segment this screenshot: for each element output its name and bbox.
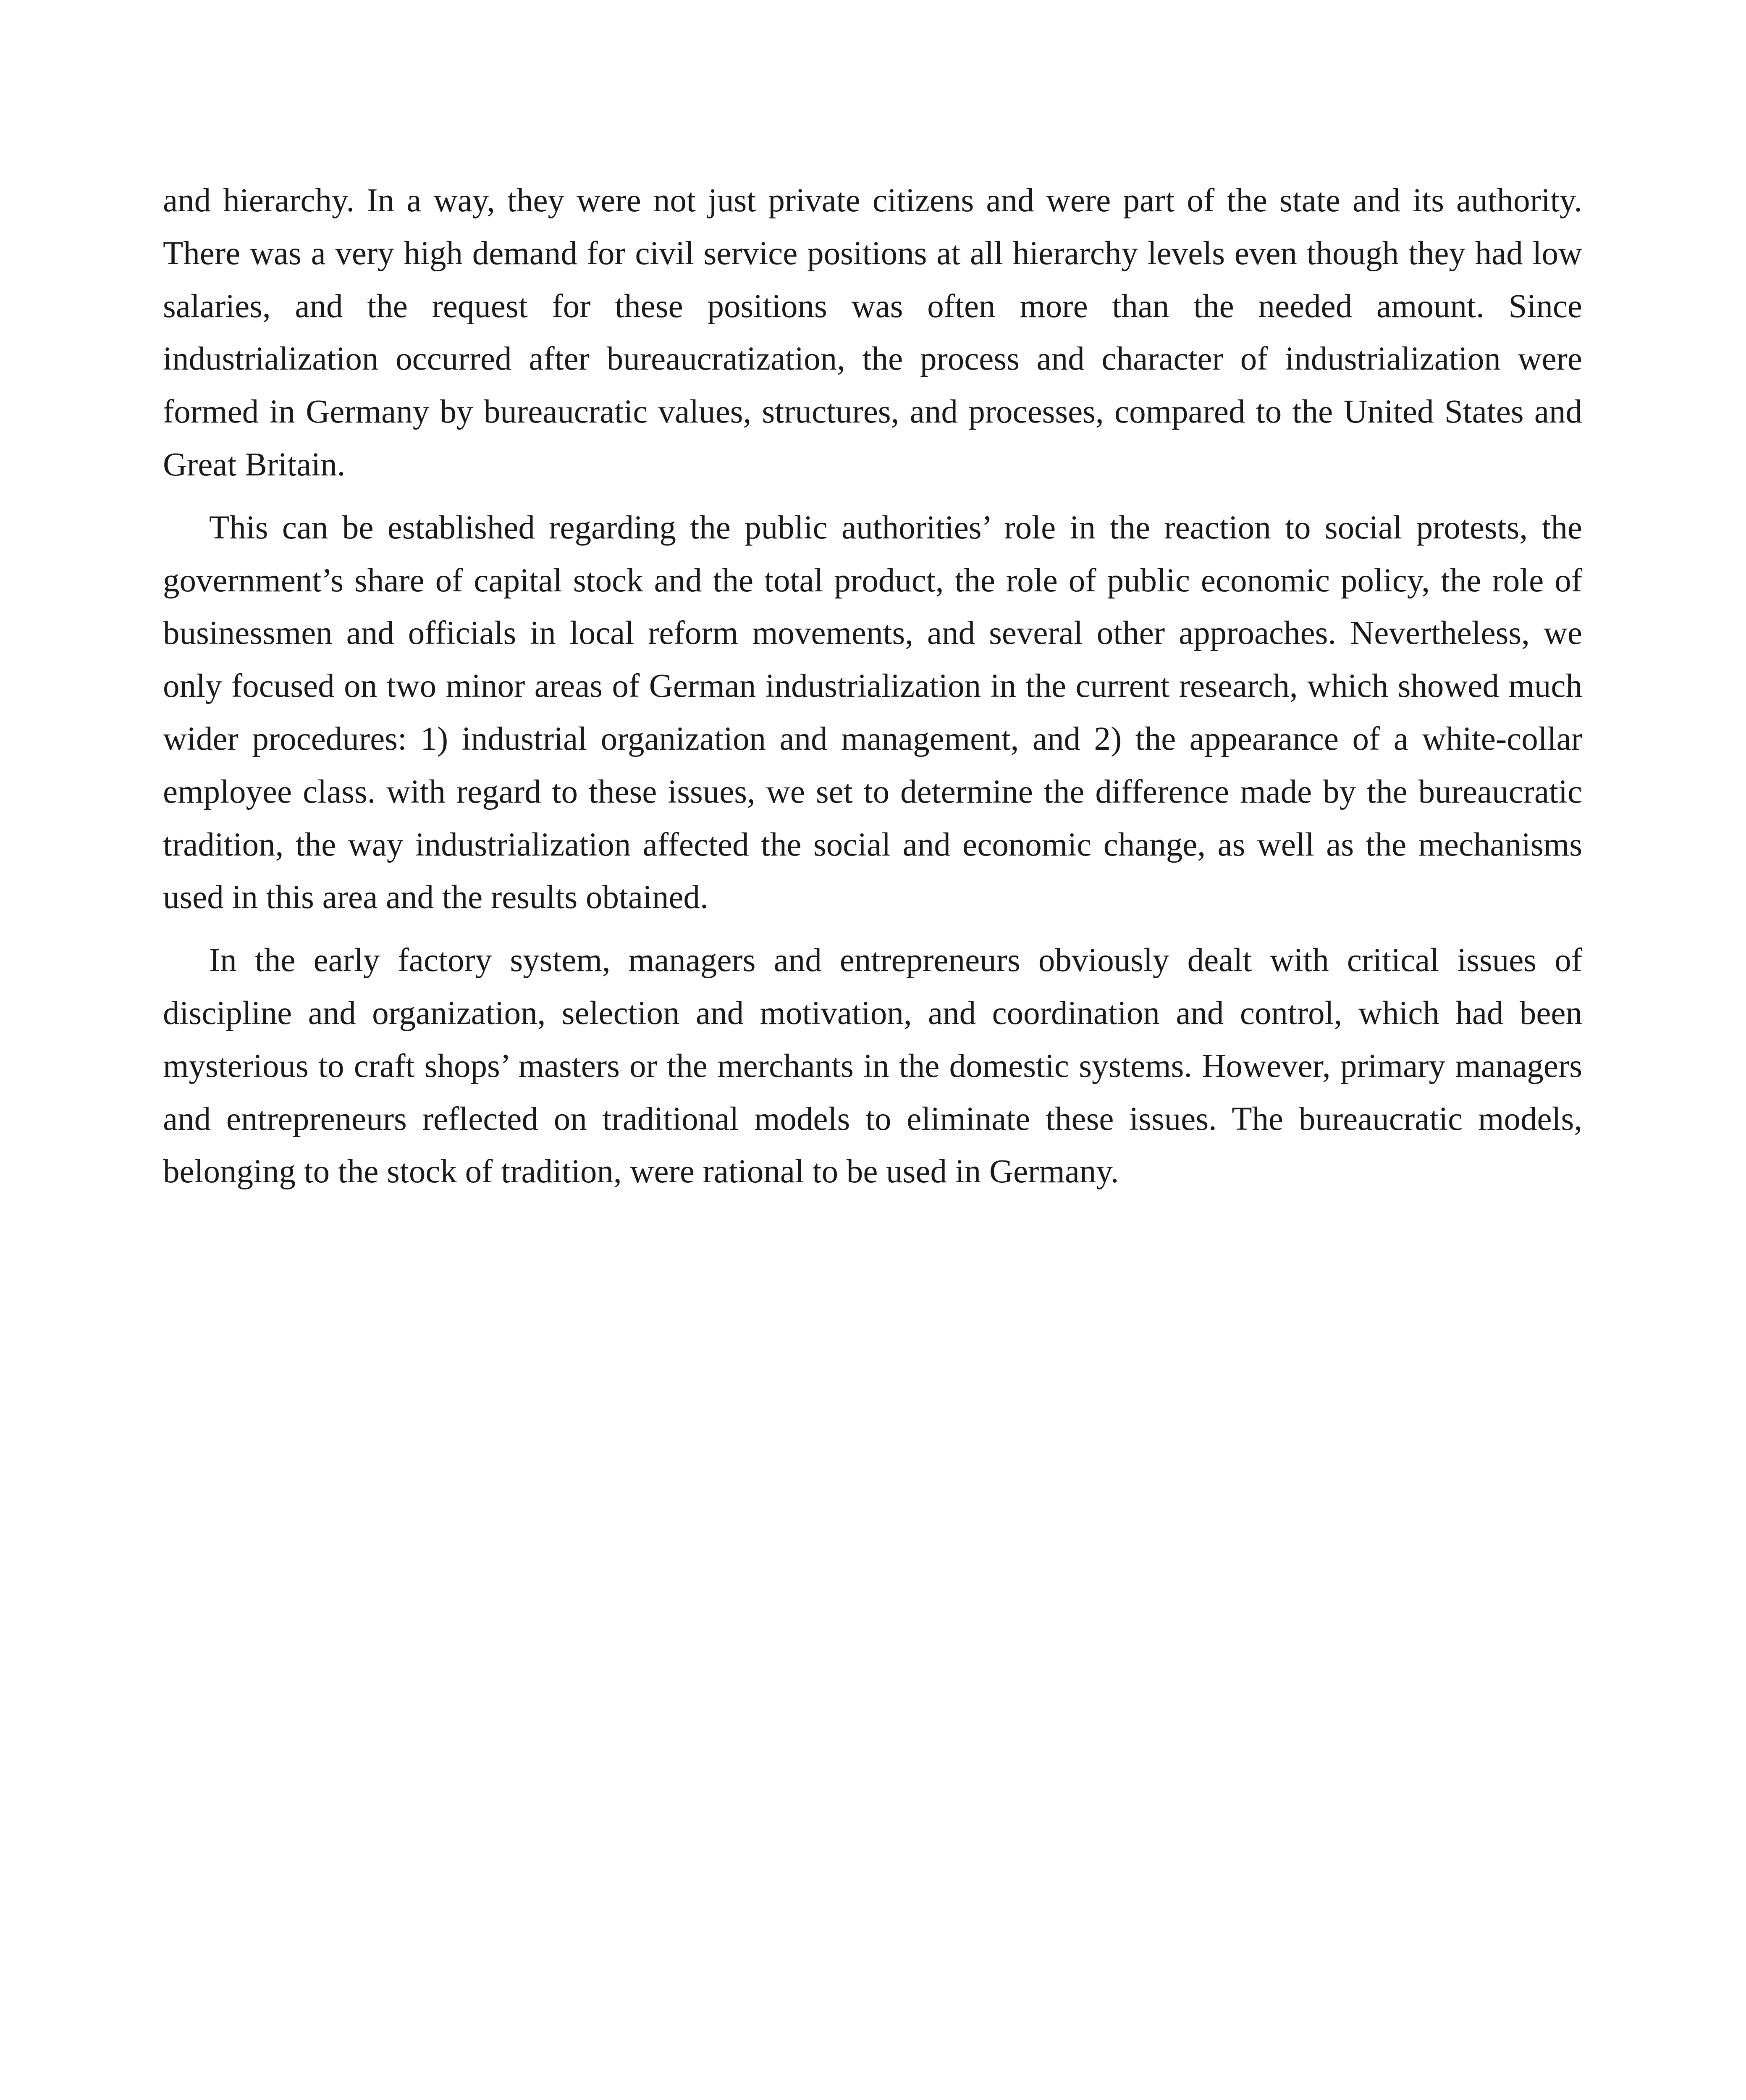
paragraph-2: This can be established regarding the public authorities’ role in the reaction to social protests, the government’s share of capital stock and the total product, the role of public economic policy, the role of businessmen and officials in local reform movements, and several other approaches. Nevertheless, we only focused on two minor areas of German industrialization in the current research, which showed much wider procedures: 1) industrial organization and management, and 2) the appearance of a white-collar employee class. with regard to these issues, we set to determine the difference made by the bureaucratic tradition, the way industrialization affected the social and economic change, as well as the mechanisms used in this area and the results obtained. [163,509,1582,916]
paragraph-1: and hierarchy. In a way, they were not just private citizens and were part of the state and its authority. There was a very high demand for civil service positions at all hierarchy levels even though they had low salaries, and the request for these positions was often more than the needed amount. Since industrialization occurred after bureaucratization, the process and character of industrialization were formed in Germany by bureaucratic values, structures, and processes, compared to the United States and Great Britain. [163,182,1582,483]
body-text [163,174,1582,1208]
paragraph-3: In the early factory system, managers and entrepreneurs obviously dealt with critical issues of discipline and organization, selection and motivation, and coordination and control, which had been mysterious to craft shops’ masters or the merchants in the domestic systems. However, primary managers and entrepreneurs reflected on traditional models to eliminate these issues. The bureaucratic models, belonging to the stock of tradition, were rational to be used in Germany. [163,942,1582,1190]
